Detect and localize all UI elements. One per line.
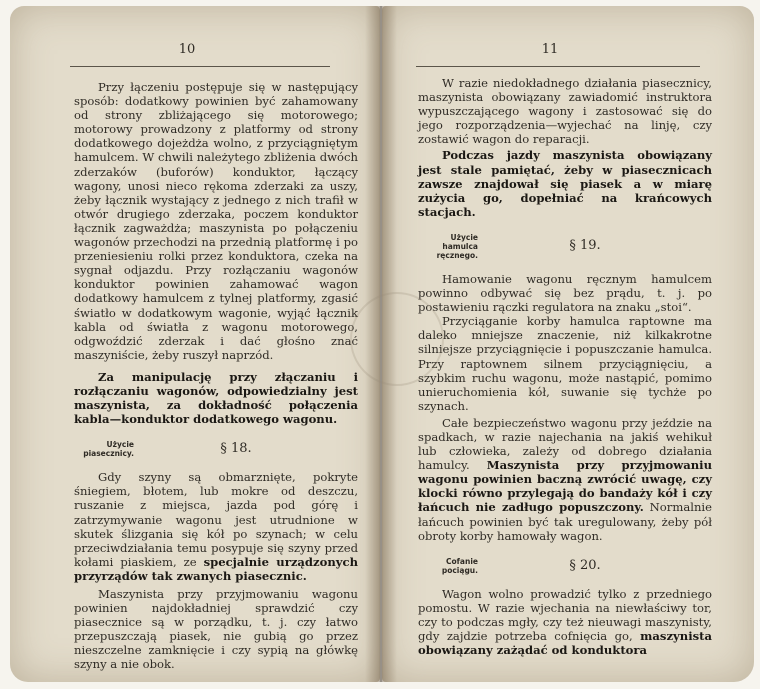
section-number: § 19. — [569, 238, 601, 254]
margin-note: Cofanie pociągu. — [441, 556, 478, 575]
faded-stamp — [350, 292, 444, 386]
section-heading-18 — [74, 440, 358, 458]
text-run: Całe bezpieczeństwo wagonu przy jeździe na spadkach, w razie najechania na jakiś wehikuł lub człowieka, zależy od dobrego działania hamulcy. — [418, 415, 712, 473]
paragraph — [74, 470, 358, 583]
header-rule-left — [70, 66, 330, 67]
paragraph: Maszynista przy przyjmowaniu wagonu powinien najdokładniej sprawdzić czy piasecznice są w porządku, t. j. czy łatwo przepuszczają piasek, nie gubią go przez nieszczelne zamknięcie i czy sypią na główkę szyny a nie obok. — [74, 587, 358, 672]
section-number: § 20. — [569, 557, 601, 573]
left-page — [10, 6, 380, 682]
section-heading-20 — [418, 557, 712, 575]
paragraph — [418, 416, 712, 543]
bold-paragraph — [74, 370, 358, 426]
page-number-right: 11 — [541, 42, 559, 57]
paragraph: W razie niedokładnego działania piasecznicy, maszynista obowiązany zawiadomić instruktora wypuszczającego wagony i zastosować się do jego rozporządzenia—wyjechać na linję, czy zostawić wagon do reparacji. — [418, 76, 712, 147]
margin-note: Użycie piasecznicy. — [83, 440, 134, 459]
bold-text: Maszynista przy przyjmowaniu wagonu powinien baczną zwrócić uwagę, czy klocki równo przylegają do bandaży kół i czy łańcuch nie zadługo popuszczony. — [418, 458, 713, 515]
text-run: Wagon wolno prowadzić tylko z przedniego pomostu. W razie wjechania na niewłaściwy tor, czy to podczas mgły, czy też nieuwagi maszynisty, gdy zajdzie potrzeba cofnięcia go, — [418, 586, 712, 643]
page-number-left: 10 — [178, 42, 196, 57]
paragraph: Hamowanie wagonu ręcznym hamulcem powinno odbywać się bez prądu, t. j. po postawieniu rączki regulatora na znaku „stoi“. — [418, 271, 712, 315]
header-rule-right — [416, 66, 700, 67]
margin-note: Użycie hamulca ręcznego. — [436, 232, 478, 260]
section-heading-19 — [418, 233, 712, 260]
paragraph: Przy łączeniu postępuje się w następujący sposób: dodatkowy powinien być zahamowany od strony zbliżającego się motorowego; motorowy prowadzony z platformy od strony dodatkowego dojeżdża wolno, z przyciągniętym hamulcem. W chwili należytego zbliżenia dwóch zderzaków (buforów) konduktor, łączący wagony, unosi nieco rękoma zderzaki za uszy, żeby łącznik wystający z jednego z nich trafił w otwór drugiego zderzaka, poczem konduktor łącznik zagważdża; maszynista po połączeniu wagonów przechodzi na przednią platformę i po przeniesieniu rolki przez konduktora, czeka na sygnał odjazdu. Przy rozłączaniu wagonów konduktor powinien zahamować wagon dodatkowy hamulcem z tylnej platformy, zgasić światło w dodatkowym wagonie, wyjąć łącznik kabla od światła z wagonu motorowego, odgwoździć zderzak i dać głośno znać maszyniście, żeby ruszył naprzód. — [74, 80, 358, 362]
bold-paragraph — [418, 148, 712, 218]
section-number: § 18. — [220, 441, 252, 457]
paragraph: Przyciąganie korby hamulca raptowne ma daleko mniejsze znaczenie, niż kilkakrotne silniejsze przyciągnięcie i popuszczanie hamulca. Przy raptownem silnem przyciągnięciu, a szybkim ruchu wagonu, może nastąpić, pomimo unieruchomienia kół, suwanie się tychże po szynach. — [418, 314, 712, 413]
left-page-text — [74, 80, 358, 672]
bold-text: maszynista obowiązany zażądać od konduktora — [418, 629, 712, 658]
right-page-text — [418, 76, 712, 657]
bold-text: specjalnie urządzonych przyrządów tak zwanych piasecznic. — [74, 554, 358, 583]
paragraph — [418, 587, 712, 657]
bold-text: Podczas jazdy maszynista obowiązany jest stale pamiętać, żeby w piasecznicach zawsze znajdował się piasek a w miarę zużycia go, dopełniać na krańcowych stacjach. — [418, 148, 712, 219]
booklet — [10, 6, 754, 682]
text-run: Gdy szyny są obmarznięte, pokryte śniegiem, błotem, lub mokre od deszczu, ruszanie z miejsca, jazda pod górę i zatrzymywanie wagonu jest utrudnione w skutek ślizgania się kół po szynach; w celu przeciwdziałania temu posypuje się szyny przed kołami piaskiem, ze — [74, 470, 358, 569]
bold-text: Za manipulację przy złączaniu i rozłączaniu wagonów, odpowiedzialny jest maszynista, za dokładność połączenia kabla—konduktor dodatkowego wagonu. — [74, 369, 358, 427]
text-run: Normalnie łańcuch powinien być tak uregulowany, żeby pół obroty korby hamowały wagon. — [418, 500, 712, 543]
